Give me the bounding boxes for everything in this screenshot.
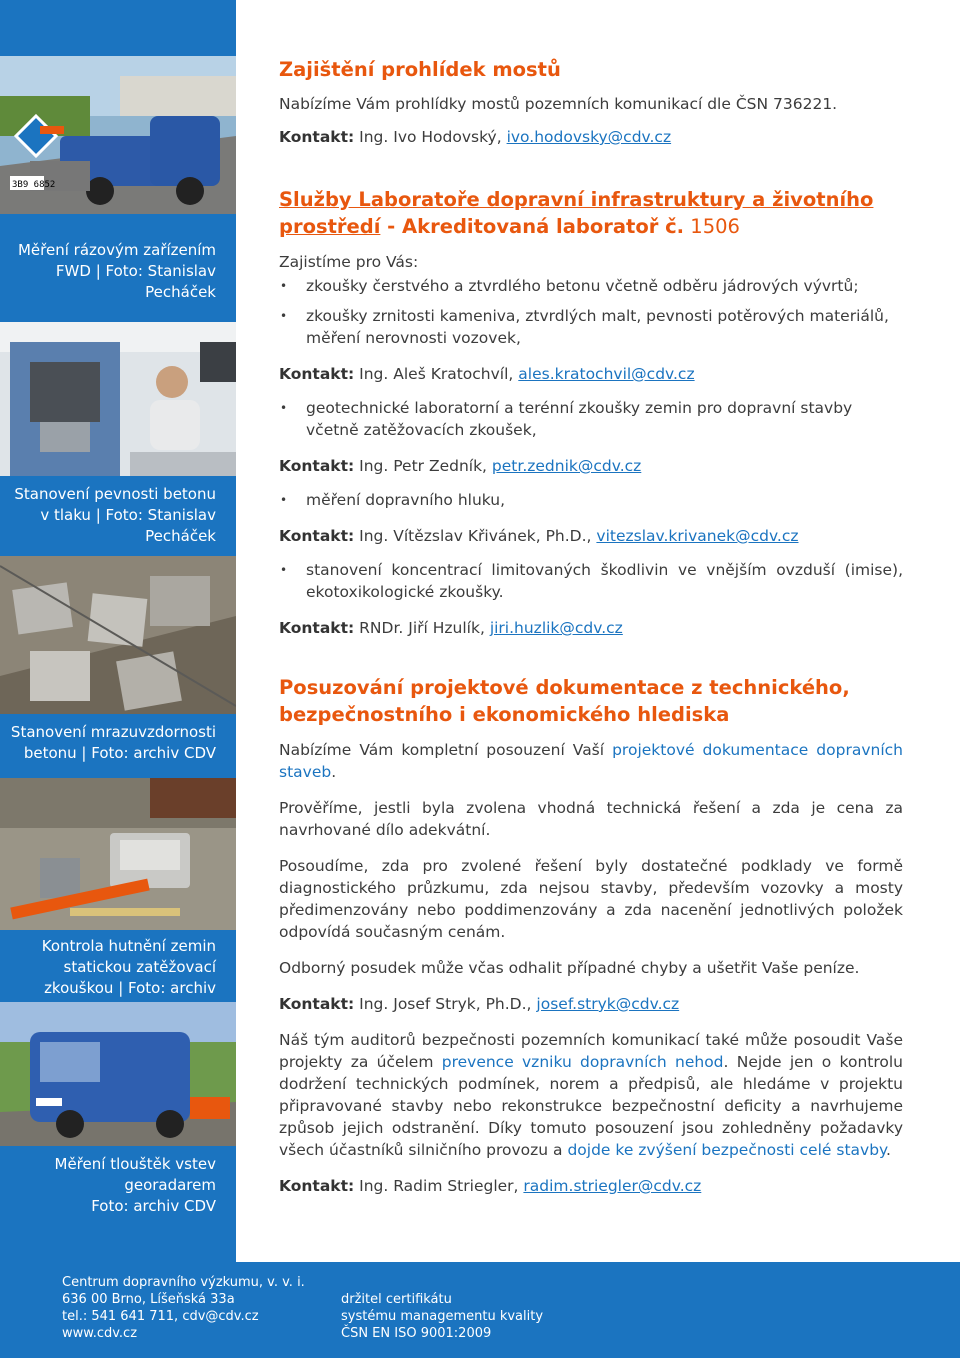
lab-list-1 — [279, 275, 903, 349]
contact-name: Ing. Petr Zedník, — [359, 457, 487, 475]
lab-contact-2 — [279, 455, 903, 477]
list-item: • geotechnické laboratorní a terénní zkoušky zemin pro dopravní stavby včetně zatěžovacích zkoušek, — [279, 397, 903, 441]
contact-label: Kontakt: — [279, 619, 355, 637]
photo-georadar — [0, 1002, 236, 1146]
caption-line: betonu | Foto: archiv CDV — [23, 744, 216, 762]
heading-bridges: Zajištění prohlídek mostů — [279, 58, 561, 81]
caption-line: zkouškou | Foto: archiv — [44, 979, 216, 997]
footer-cert-standard: ČSN EN ISO 9001:2009 — [341, 1326, 492, 1341]
assess-p1 — [279, 739, 903, 783]
text-run: . — [886, 1141, 891, 1159]
heading-lab-line2: - Akreditovaná laboratoř č. — [380, 215, 685, 238]
footer — [0, 1262, 960, 1358]
text-run: . — [331, 763, 337, 781]
assess-contact-2 — [279, 1175, 903, 1197]
footer-address — [62, 1274, 305, 1342]
caption-line: Stanovení mrazuvzdornosti — [10, 723, 216, 741]
footer-phone-email[interactable]: tel.: 541 641 711, cdv@cdv.cz — [62, 1309, 259, 1324]
lab-number: 1506 — [684, 215, 740, 238]
photo-sidebar — [0, 0, 236, 1262]
assess-p2: Prověříme, jestli byla zvolena vhodná technická řešení a zda je cena za navrhované dílo adekvátní. — [279, 799, 903, 839]
bridges-contact — [279, 126, 903, 148]
highlight-link[interactable]: prevence vzniku dopravních nehod — [441, 1053, 724, 1071]
contact-email-link[interactable]: vitezslav.krivanek@cdv.cz — [596, 527, 799, 545]
caption-georadar — [8, 1154, 216, 1217]
text-run: . Nejde jen o kontrolu dodržení technických podmínek, norem a předpisů, ale hledáme v projektu připravované stavby nebo rekonstrukce bezpečnostní deficity a navrhujeme způsob jejich odstranění. Díky tomuto posouzení jsou zohledněny požadavky všech účastníků silničního provozu a — [279, 1053, 903, 1159]
lab-contact-3 — [279, 525, 903, 547]
caption-line: Měření tlouštěk vstev — [54, 1155, 216, 1173]
photo-fwd-measurement — [0, 56, 236, 214]
caption-line: Pecháček — [145, 527, 216, 545]
license-plate: 3B9 6852 — [12, 180, 56, 190]
caption-concrete-strength — [8, 484, 216, 547]
footer-org-name: Centrum dopravního výzkumu, v. v. i. — [62, 1275, 305, 1290]
contact-name: Ing. Aleš Kratochvíl, — [359, 365, 514, 383]
caption-line: statickou zatěžovací — [63, 958, 216, 976]
contact-label: Kontakt: — [279, 995, 355, 1013]
assess-contact-1 — [279, 993, 903, 1015]
list-item: • zkoušky zrnitosti kameniva, ztvrdlých malt, pevnosti potěrových materiálů, měření nerovnosti vozovek, — [279, 305, 903, 349]
contact-label: Kontakt: — [279, 128, 355, 146]
list-item: • stanovení koncentrací limitovaných škodlivin ve vnějším ovzduší (imise), ekotoxikologické zkoušky. — [279, 559, 903, 603]
heading-assessment — [279, 674, 903, 728]
heading-lab-link[interactable]: prostředí — [279, 215, 381, 238]
contact-email-link[interactable]: petr.zednik@cdv.cz — [491, 457, 642, 475]
section-assessment — [279, 674, 903, 1197]
footer-cert-line: systému managementu kvality — [341, 1309, 544, 1324]
lab-list-4 — [279, 559, 903, 603]
contact-name: RNDr. Jiří Hzulík, — [359, 619, 485, 637]
lab-contact-1 — [279, 363, 903, 385]
contact-email-link[interactable]: ales.kratochvil@cdv.cz — [518, 365, 695, 383]
list-item: • měření dopravního hluku, — [279, 489, 903, 511]
caption-line: Kontrola hutnění zemin — [41, 937, 216, 955]
caption-line: Pecháček — [145, 283, 216, 301]
caption-line: georadarem — [124, 1176, 216, 1194]
caption-line: Stanovení pevnosti betonu — [14, 485, 216, 503]
contact-label: Kontakt: — [279, 527, 355, 545]
list-item: • zkoušky čerstvého a ztvrdlého betonu včetně odběru jádrových vývrtů; — [279, 275, 903, 297]
assess-p3: Posoudíme, zda pro zvolené řešení byly dostatečné podklady ve formě diagnostického průzkumu, zda nejsou stavby, především vozovky a mosty předimenzovány nebo poddimenzovány a zda nacenění jednotlivých položek odpovídá současným cenám. — [279, 857, 903, 941]
contact-label: Kontakt: — [279, 365, 355, 383]
caption-line: Měření rázovým zařízením — [17, 241, 216, 259]
heading-lab-line1[interactable]: Služby Laboratoře dopravní infrastruktury a životního — [279, 188, 874, 211]
photo-soil-compaction — [0, 778, 236, 930]
lab-intro: Zajistíme pro Vás: — [279, 253, 419, 271]
contact-email-link[interactable]: josef.stryk@cdv.cz — [536, 995, 680, 1013]
lab-list-2 — [279, 397, 903, 441]
photo-concrete-strength — [0, 322, 236, 476]
contact-name: Ing. Josef Stryk, Ph.D., — [359, 995, 532, 1013]
text-run: Náš tým auditorů bezpečnosti pozemních komunikací také může posoudit Vaše projekty za účelem — [279, 1031, 903, 1071]
contact-name: Ing. Ivo Hodovský, — [359, 128, 502, 146]
contact-email-link[interactable]: radim.striegler@cdv.cz — [523, 1177, 702, 1195]
assess-p5 — [279, 1029, 903, 1161]
contact-email-link[interactable]: ivo.hodovsky@cdv.cz — [506, 128, 672, 146]
section-lab — [279, 186, 903, 639]
assess-p4: Odborný posudek může včas odhalit případné chyby a ušetřit Vaše peníze. — [279, 959, 860, 977]
section-bridges — [279, 56, 903, 148]
text-run: Nabízíme Vám kompletní posouzení Vaší — [279, 741, 613, 759]
caption-line: FWD | Foto: Stanislav — [55, 262, 216, 280]
footer-address-line: 636 00 Brno, Líšeňská 33a — [62, 1292, 235, 1307]
caption-line: Foto: archiv CDV — [91, 1197, 216, 1215]
footer-website-link[interactable]: www.cdv.cz — [62, 1326, 138, 1341]
caption-line: v tlaku | Foto: Stanislav — [40, 506, 216, 524]
heading-assessment-line1: Posuzování projektové dokumentace z technického, — [279, 676, 850, 699]
lab-contact-4 — [279, 617, 903, 639]
caption-frost-resistance — [8, 722, 216, 764]
footer-cert-line: držitel certifikátu — [341, 1292, 452, 1307]
caption-fwd — [8, 240, 216, 303]
heading-lab — [279, 186, 903, 240]
bridges-text: Nabízíme Vám prohlídky mostů pozemních komunikací dle ČSN 736221. — [279, 95, 838, 113]
contact-name: Ing. Vítězslav Křivánek, Ph.D., — [359, 527, 592, 545]
lab-list-3 — [279, 489, 903, 511]
highlight-link[interactable]: dojde ke zvýšení bezpečnosti celé stavby — [567, 1141, 886, 1159]
photo-frost-resistance — [0, 556, 236, 714]
contact-name: Ing. Radim Striegler, — [359, 1177, 519, 1195]
heading-assessment-line2: bezpečnostního i ekonomického hlediska — [279, 703, 730, 726]
contact-label: Kontakt: — [279, 457, 355, 475]
footer-certification — [341, 1291, 543, 1342]
contact-email-link[interactable]: jiri.huzlik@cdv.cz — [489, 619, 623, 637]
contact-label: Kontakt: — [279, 1177, 355, 1195]
highlight-link[interactable]: projektové dokumentace dopravních staveb — [279, 741, 903, 781]
